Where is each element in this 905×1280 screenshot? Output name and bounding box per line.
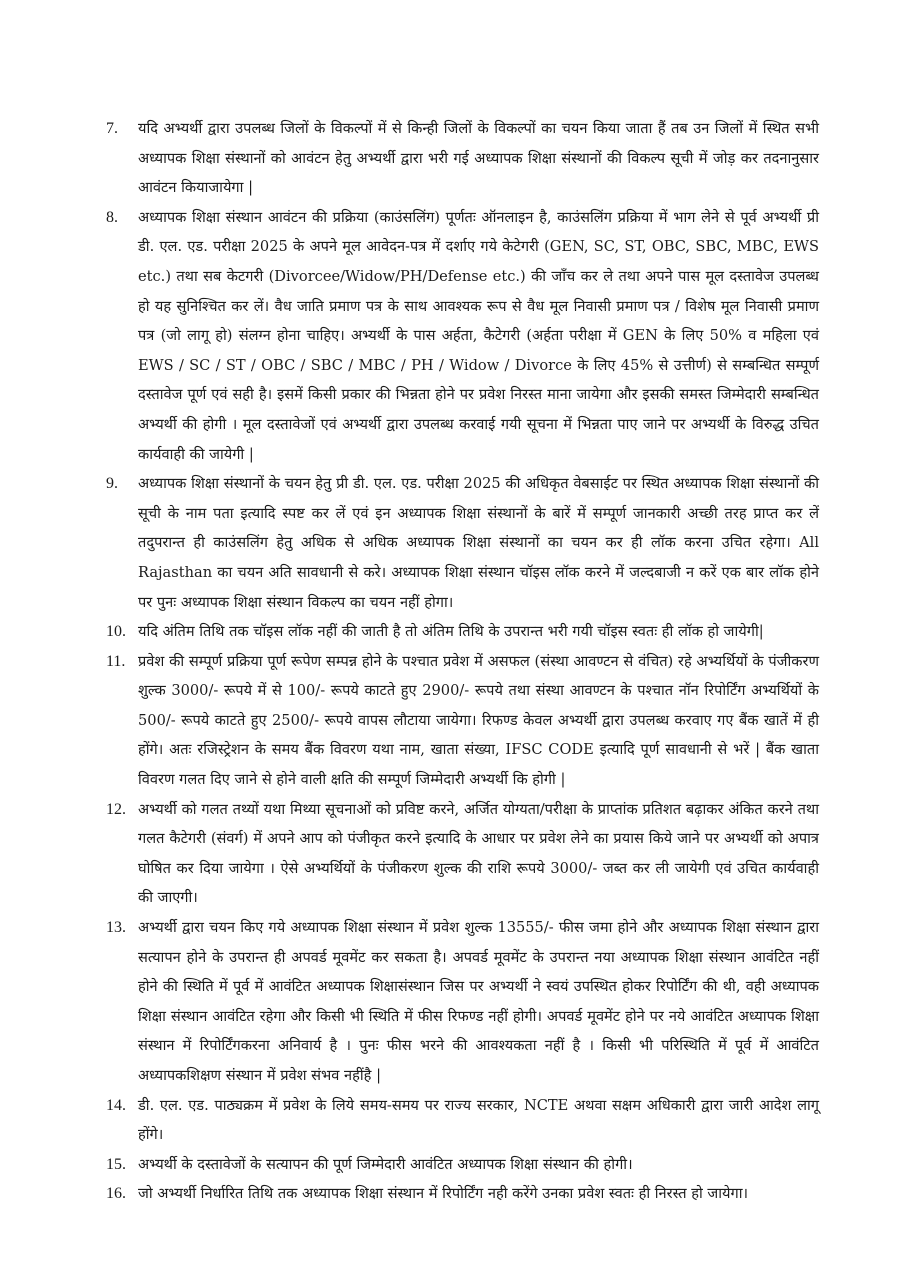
item-text: प्रवेश की सम्पूर्ण प्रक्रिया पूर्ण रूपेण सम्पन्न होने के पश्चात प्रवेश में असफल (संस्था आवण्टन से वंचित) रहे अभ्यर्थियों के पंजीकरण शुल्क 3000/- रूपये में से 100/- रूपये काटते हुए 2900/- रूपये तथा संस्था आवण्टन के पश्चात नॉन रिपोर्टिंग अभ्यर्थियों के 500/- रूपये काटते हुए 2500/- रूपये वापस लौटाया जायेगा। रिफण्ड केवल अभ्यर्थी द्वारा उपलब्ध करवाए गए बैंक खातें में ही होंगे। अतः रजिस्ट्रेशन के समय बैंक विवरण यथा नाम, खाता संख्या, IFSC CODE इत्यादि पूर्ण सावधानी से भरें | बैंक खाता विवरण गलत दिए जाने से होने वाली क्षति की सम्पूर्ण जिम्मेदारी अभ्यर्थी कि होगी | — [138, 652, 819, 789]
item-text: अभ्यर्थी को गलत तथ्यों यथा मिथ्या सूचनाओं को प्रविष्ट करने, अर्जित योग्यता/परीक्षा के प्राप्तांक प्रतिशत बढ़ाकर अंकित करने तथा गलत कैटेगरी (संवर्ग) में अपने आप को पंजीकृत करने इत्यादि के आधार पर प्रवेश लेने का प्रयास किये जाने पर अभ्यर्थी को अपात्र घोषित कर दिया जायेगा । ऐसे अभ्यर्थियों के पंजीकरण शुल्क की राशि रूपये 3000/- जब्त कर ली जायेगी एवं उचित कार्यवाही की जाएगी। — [138, 800, 819, 907]
instruction-item-14 — [106, 1091, 819, 1150]
item-text: डी. एल. एड. पाठ्यक्रम में प्रवेश के लिये समय-समय पर राज्य सरकार, NCTE अथवा सक्षम अधिकारी द्वारा जारी आदेश लागू होंगे। — [138, 1096, 819, 1144]
item-number: 14. — [106, 1096, 126, 1114]
instruction-item-11 — [106, 647, 819, 795]
instruction-item-16 — [106, 1179, 819, 1209]
item-number: 10. — [106, 623, 126, 641]
instruction-item-9 — [106, 469, 819, 617]
item-number: 8. — [106, 208, 118, 226]
instruction-item-13 — [106, 913, 819, 1091]
item-number: 13. — [106, 919, 126, 937]
instruction-item-7 — [106, 114, 819, 203]
item-text: अभ्यर्थी के दस्तावेजों के सत्यापन की पूर्ण जिम्मेदारी आवंटित अध्यापक शिक्षा संस्थान की होगी। — [138, 1155, 633, 1173]
item-text: यदि अभ्यर्थी द्वारा उपलब्ध जिलों के विकल्पों में से किन्ही जिलों के विकल्पों का चयन किया जाता हैं तब उन जिलों में स्थित सभी अध्यापक शिक्षा संस्थानों को आवंटन हेतु अभ्यर्थी द्वारा भरी गई अध्यापक शिक्षा संस्थानों की विकल्प सूची में जोड़ कर तदनानुसार आवंटन कियाजायेगा | — [138, 120, 819, 197]
instruction-item-15 — [106, 1150, 819, 1180]
item-number: 15. — [106, 1155, 126, 1173]
item-number: 12. — [106, 800, 126, 818]
instruction-item-10 — [106, 617, 819, 647]
item-number: 11. — [106, 652, 126, 670]
item-text: अभ्यर्थी द्वारा चयन किए गये अध्यापक शिक्षा संस्थान में प्रवेश शुल्क 13555/- फीस जमा होने और अध्यापक शिक्षा संस्थान द्वारा सत्यापन होने के उपरान्त ही अपवर्ड मूवमेंट कर सकता है। अपवर्ड मूवमेंट के उपरान्त नया अध्यापक शिक्षा संस्थान आवंटित नहीं होने की स्थिति में पूर्व में आवंटित अध्यापक शिक्षासंस्थान जिस पर अभ्यर्थी ने स्वयं उपस्थित होकर रिपोर्टिंग की थी, वही अध्यापक शिक्षा संस्थान आवंटित रहेगा और किसी भी स्थिति में फीस रिफण्ड नहीं होगी। अपवर्ड मूवमेंट होने पर नये आवंटित अध्यापक शिक्षा संस्थान में रिपोर्टिंगकरना अनिवार्य है । पुनः फीस भरने की आवश्यकता नहीं है । किसी भी परिस्थिति में पूर्व में आवंटित अध्यापकशिक्षण संस्थान में प्रवेश संभव नहींहै | — [138, 919, 819, 1084]
item-text: जो अभ्यर्थी निर्धारित तिथि तक अध्यापक शिक्षा संस्थान में रिपोर्टिंग नही करेंगे उनका प्रवेश स्वतः ही निरस्त हो जायेगा। — [138, 1185, 749, 1203]
instruction-item-8 — [106, 203, 819, 469]
instruction-item-12 — [106, 795, 819, 913]
item-text: अध्यापक शिक्षा संस्थान आवंटन की प्रक्रिया (काउंसलिंग) पूर्णतः ऑनलाइन है, काउंसलिंग प्रक्रिया में भाग लेने से पूर्व अभ्यर्थी प्री डी. एल. एड. परीक्षा 2025 के अपने मूल आवेदन-पत्र में दर्शाए गये केटेगरी (GEN, SC, ST, OBC, SBC, MBC, EWS etc.) तथा सब केटगरी (Divorcee/Widow/PH/Defense etc.) की जाँच कर ले तथा अपने पास मूल दस्तावेज उपलब्ध हो यह सुनिश्चित कर लें। वैध जाति प्रमाण पत्र के साथ आवश्यक रूप से वैध मूल निवासी प्रमाण पत्र / विशेष मूल निवासी प्रमाण पत्र (जो लागू हो) संलग्न होना चाहिए। अभ्यर्थी के पास अर्हता, कैटेगरी (अर्हता परीक्षा में GEN के लिए 50% व महिला एवं EWS / SC / ST / OBC / SBC / MBC / PH / Widow / Divorce के लिए 45% से उत्तीर्ण) से सम्बन्धित सम्पूर्ण दस्तावेज पूर्ण एवं सही है। इसमें किसी प्रकार की भिन्नता होने पर प्रवेश निरस्त माना जायेगा और इसकी समस्त जिम्मेदारी सम्बन्धित अभ्यर्थी की होगी । मूल दस्तावेजों एवं अभ्यर्थी द्वारा उपलब्ध करवाई गयी सूचना में भिन्नता पाए जाने पर अभ्यर्थी के विरुद्ध उचित कार्यवाही की जायेगी | — [138, 208, 819, 463]
item-number: 9. — [106, 475, 118, 493]
item-text: अध्यापक शिक्षा संस्थानों के चयन हेतु प्री डी. एल. एड. परीक्षा 2025 की अधिकृत वेबसाईट पर स्थित अध्यापक शिक्षा संस्थानों की सूची के नाम पता इत्यादि स्पष्ट कर लें एवं इन अध्यापक शिक्षा संस्थानों के बारें में सम्पूर्ण जानकारी अच्छी तरह प्राप्त कर लें तदुपरान्त ही काउंसलिंग हेतु अधिक से अधिक अध्यापक शिक्षा संस्थानों का चयन कर ही लॉक करना उचित रहेगा। All Rajasthan का चयन अति सावधानी से करे। अध्यापक शिक्षा संस्थान चॉइस लॉक करने में जल्दबाजी न करें एक बार लॉक होने पर पुनः अध्यापक शिक्षा संस्थान विकल्प का चयन नहीं होगा। — [138, 475, 819, 611]
item-text: यदि अंतिम तिथि तक चॉइस लॉक नहीं की जाती है तो अंतिम तिथि के उपरान्त भरी गयी चॉइस स्वतः ही लॉक हो जायेगी| — [138, 623, 764, 641]
item-number: 7. — [106, 120, 118, 137]
item-number: 16. — [106, 1185, 126, 1203]
